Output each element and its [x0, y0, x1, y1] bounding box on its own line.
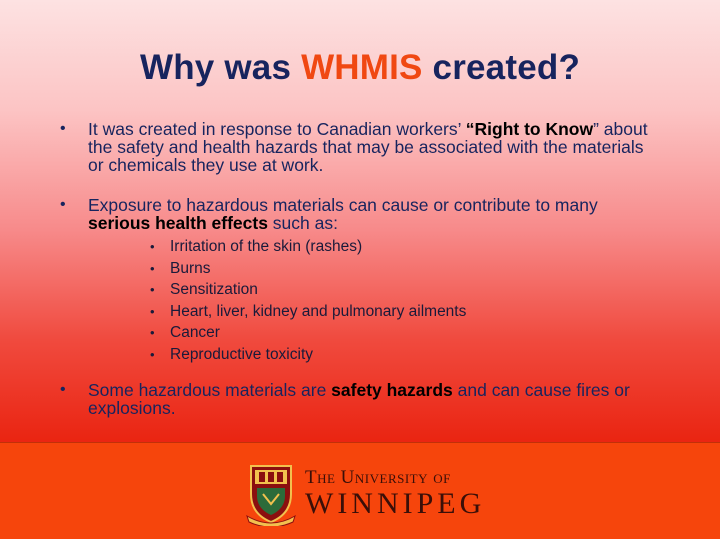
bullet-text: and can cause fires or explosions.	[88, 380, 630, 418]
university-logo	[245, 460, 495, 526]
sub-list-item: • Reproductive toxicity	[150, 344, 660, 366]
bullet-right-to-know	[60, 120, 660, 174]
bullet-bold-text: safety hazards	[331, 380, 453, 400]
bullet-text: Exposure to hazardous materials can cause or contribute to many	[88, 195, 598, 215]
sub-list-item: • Sensitization	[150, 279, 660, 301]
bullet-text: Some hazardous materials are	[88, 380, 332, 400]
slide-title	[0, 48, 720, 88]
health-effects-sublist	[88, 236, 660, 365]
bullet-health-effects	[60, 196, 660, 365]
bullet-bold-text: serious health effects	[88, 213, 268, 233]
bullet-text: It was created in response to Canadian workers’	[88, 119, 466, 139]
title-prefix: Why was	[139, 48, 302, 87]
title-highlight: WHMIS	[301, 48, 423, 87]
university-crest-icon	[245, 460, 297, 526]
sub-list-item: • Irritation of the skin (rashes)	[150, 236, 660, 258]
bullet-safety-hazards	[60, 381, 660, 417]
sub-list-item: • Heart, liver, kidney and pulmonary ailments	[150, 301, 660, 323]
logo-line1: The University of	[305, 467, 451, 488]
bullet-bold-text: “Right to Know	[465, 119, 594, 139]
logo-line2: WINNIPEG	[305, 487, 486, 520]
sub-list-item: • Cancer	[150, 322, 660, 344]
sub-list-item: • Burns	[150, 258, 660, 280]
bullet-list	[60, 120, 660, 417]
bullet-text: ” about the safety and health hazards that may be associated with the materials or chemicals they use at work.	[88, 119, 648, 175]
bullet-text: such as:	[267, 213, 338, 233]
title-suffix: created?	[422, 48, 581, 87]
